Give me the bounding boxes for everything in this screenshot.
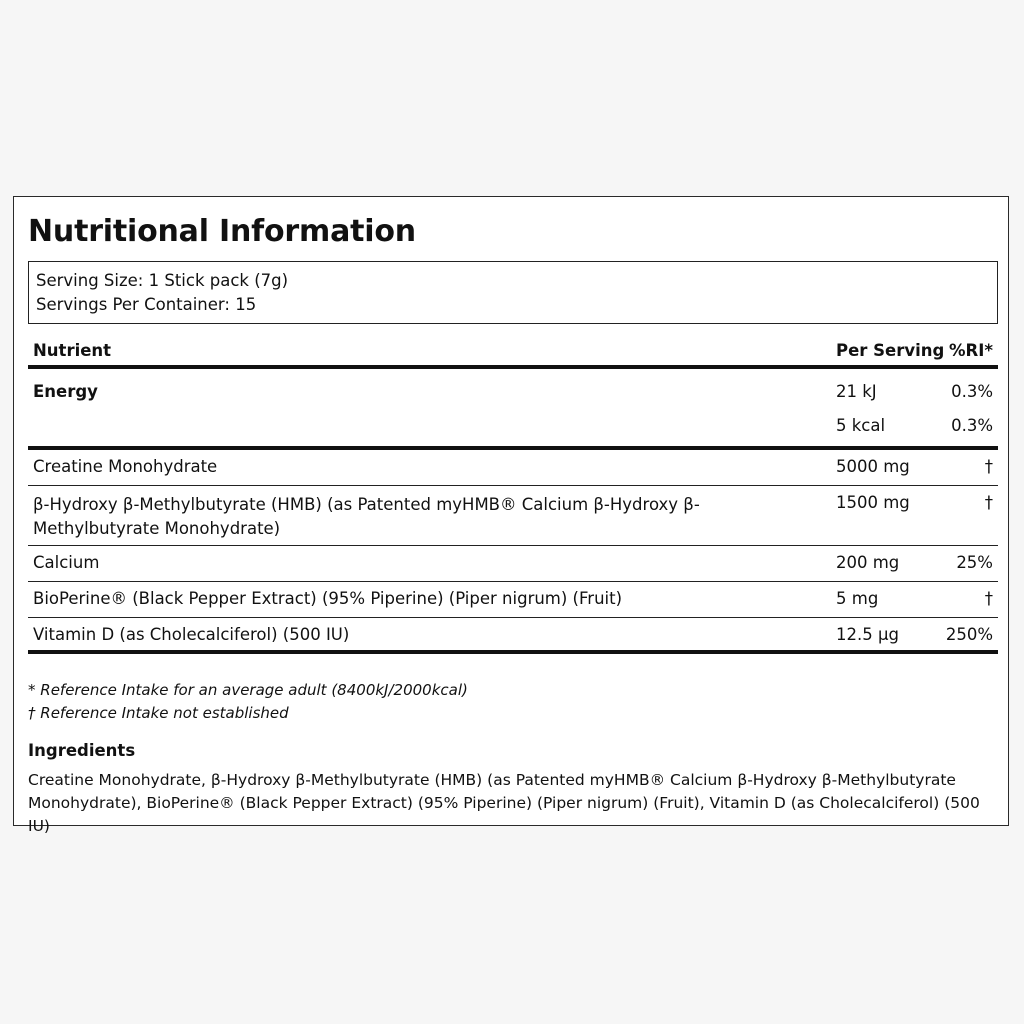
serving-size: Serving Size: 1 Stick pack (7g) bbox=[36, 271, 289, 290]
ingredients-text: Creatine Monohydrate, β-Hydroxy β-Methylbutyrate (HMB) (as Patented myHMB® Calcium β-Hydroxy β-Methylbutyrate Monohydrate), BioPerine® (Black Pepper Extract) (95% Piperine) (Piper nigrum) (Fruit), Vitamin D (as Cholecalciferol) (500 IU) bbox=[28, 771, 980, 835]
page-title: Nutritional Information bbox=[28, 214, 416, 249]
table-header-row bbox=[28, 337, 998, 369]
ri-value: 250% bbox=[945, 625, 993, 644]
table-row-energy bbox=[28, 369, 998, 450]
energy-kj-value: 21 kJ bbox=[836, 382, 877, 401]
per-serving-value: 12.5 µg bbox=[836, 625, 899, 644]
table-row bbox=[28, 546, 998, 582]
per-serving-value: 1500 mg bbox=[836, 493, 910, 512]
nutrition-table bbox=[28, 337, 998, 654]
servings-per-container: Servings Per Container: 15 bbox=[36, 295, 257, 314]
table-row bbox=[28, 486, 998, 546]
table-row bbox=[28, 450, 998, 486]
ri-value: † bbox=[984, 493, 993, 512]
header-ri: %RI* bbox=[948, 341, 993, 360]
table-row bbox=[28, 582, 998, 618]
table-row bbox=[28, 618, 998, 654]
per-serving-value: 5 mg bbox=[836, 589, 879, 608]
ingredients-heading: Ingredients bbox=[28, 741, 136, 760]
energy-kcal-ri: 0.3% bbox=[951, 416, 993, 435]
energy-kj-ri: 0.3% bbox=[951, 382, 993, 401]
footnotes bbox=[28, 679, 468, 725]
nutrient-name: Vitamin D (as Cholecalciferol) (500 IU) bbox=[33, 625, 350, 644]
nutrient-name: Creatine Monohydrate bbox=[33, 457, 218, 476]
header-per-serving: Per Serving bbox=[836, 341, 945, 360]
header-nutrient: Nutrient bbox=[33, 341, 112, 360]
nutrient-name: BioPerine® (Black Pepper Extract) (95% Piperine) (Piper nigrum) (Fruit) bbox=[33, 589, 623, 608]
footnote-reference-intake: * Reference Intake for an average adult (8400kJ/2000kcal) bbox=[28, 681, 468, 699]
ri-value: † bbox=[984, 457, 993, 476]
footnote-not-established: † Reference Intake not established bbox=[28, 704, 289, 722]
ri-value: 25% bbox=[956, 553, 993, 572]
per-serving-value: 200 mg bbox=[836, 553, 900, 572]
nutrient-name: Energy bbox=[33, 382, 98, 401]
energy-kcal-value: 5 kcal bbox=[836, 416, 886, 435]
serving-info-box bbox=[28, 261, 998, 324]
per-serving-value: 5000 mg bbox=[836, 457, 910, 476]
nutrient-name: Calcium bbox=[33, 553, 100, 572]
ri-value: † bbox=[984, 589, 993, 608]
nutrient-name: β-Hydroxy β-Methylbutyrate (HMB) (as Patented myHMB® Calcium β-Hydroxy β-Methylbutyrate Monohydrate) bbox=[33, 495, 700, 538]
nutrition-panel bbox=[13, 196, 1009, 835]
